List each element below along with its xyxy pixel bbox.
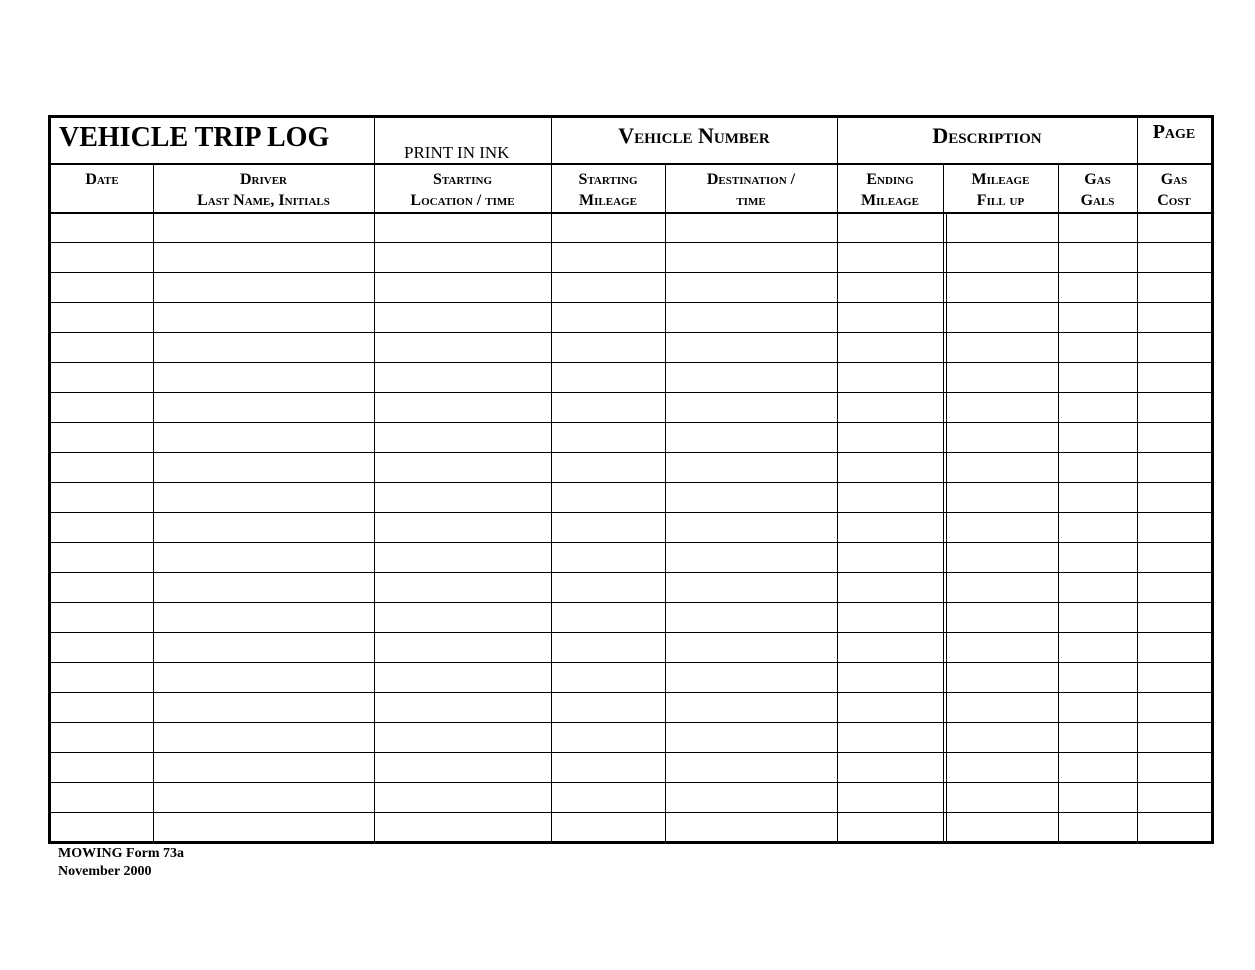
column-header-line1: Gas <box>1084 171 1111 188</box>
row-divider <box>51 782 1211 783</box>
vehicle-number-label: Vehicle Number <box>618 123 770 148</box>
title-cell-divider <box>837 118 838 163</box>
column-header-line1: Mileage <box>971 171 1030 188</box>
row-divider <box>51 632 1211 633</box>
column-header-line2: Mileage <box>579 192 637 209</box>
column-header-line1: Starting <box>578 171 638 188</box>
column-header-line1: Date <box>85 171 119 188</box>
row-divider <box>51 542 1211 543</box>
column-divider <box>551 163 552 841</box>
column-header-date <box>51 168 153 212</box>
form-id: MOWING Form 73a <box>58 846 184 861</box>
row-divider <box>51 242 1211 243</box>
column-header-line1: Ending <box>866 171 914 188</box>
row-divider <box>51 722 1211 723</box>
form-title: VEHICLE TRIP LOG <box>59 122 330 153</box>
header-row-divider <box>51 212 1211 214</box>
column-header-line1: Driver <box>239 171 287 188</box>
trip-log-form <box>48 115 1214 844</box>
column-header-line2: Fill up <box>976 192 1025 209</box>
column-divider <box>1137 163 1138 841</box>
form-date: November 2000 <box>58 864 152 879</box>
page-label: Page <box>1152 121 1196 143</box>
row-divider <box>51 332 1211 333</box>
column-header-line2: Location / time <box>410 192 515 209</box>
column-header-line2: Last Name, Initials <box>197 192 330 209</box>
row-divider <box>51 302 1211 303</box>
row-divider <box>51 662 1211 663</box>
column-header-line2: Cost <box>1157 192 1191 209</box>
column-divider <box>374 163 375 841</box>
column-header-destination <box>665 168 837 212</box>
column-divider <box>943 163 944 841</box>
title-row-divider <box>51 163 1211 165</box>
column-header-mileage-fill-up <box>943 168 1058 212</box>
column-header-line2: Gals <box>1080 192 1115 209</box>
row-divider <box>51 362 1211 363</box>
row-divider <box>51 752 1211 753</box>
column-header-gas-gals <box>1058 168 1137 212</box>
column-divider-double <box>946 212 947 841</box>
column-header-line1: Starting <box>432 171 493 188</box>
column-divider <box>665 163 666 841</box>
row-divider <box>51 452 1211 453</box>
title-cell-divider <box>374 118 375 163</box>
row-divider <box>51 602 1211 603</box>
column-header-line1: Gas <box>1160 171 1188 188</box>
column-divider <box>837 163 838 841</box>
column-header-starting-mileage <box>551 168 665 212</box>
column-header-driver <box>153 168 374 212</box>
column-header-gas-cost <box>1137 168 1211 212</box>
title-cell-divider <box>551 118 552 163</box>
row-divider <box>51 482 1211 483</box>
column-header-line2: Mileage <box>861 192 919 209</box>
row-divider <box>51 812 1211 813</box>
title-cell-divider <box>1137 118 1138 163</box>
row-divider <box>51 272 1211 273</box>
row-divider <box>51 422 1211 423</box>
column-divider <box>1058 163 1059 841</box>
description-label: Description <box>932 123 1042 148</box>
row-divider <box>51 512 1211 513</box>
row-divider <box>51 692 1211 693</box>
column-header-starting-location <box>374 168 551 212</box>
column-header-line2: time <box>736 192 766 209</box>
column-header-ending-mileage <box>837 168 943 212</box>
row-divider <box>51 572 1211 573</box>
print-in-ink-note: PRINT IN INK <box>404 143 510 162</box>
column-header-line1: Destination / <box>706 171 796 188</box>
column-divider <box>153 163 154 841</box>
row-divider <box>51 392 1211 393</box>
